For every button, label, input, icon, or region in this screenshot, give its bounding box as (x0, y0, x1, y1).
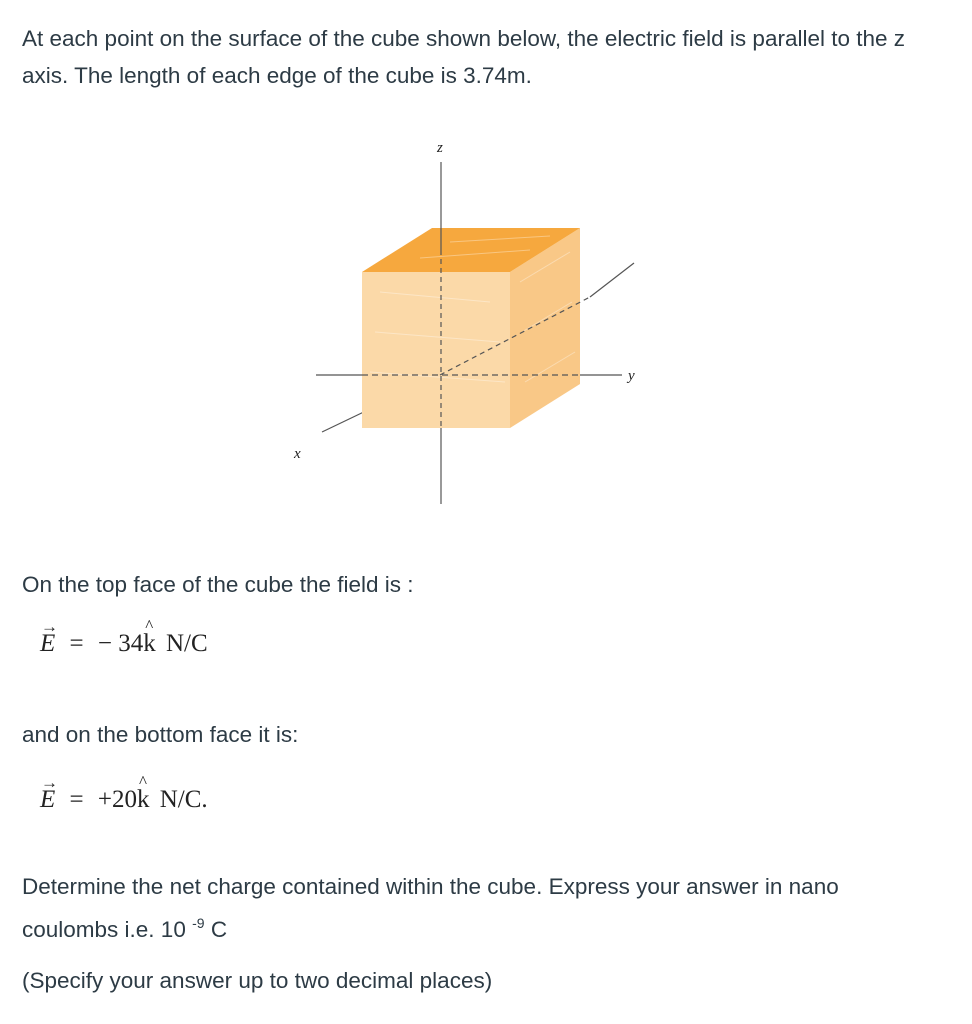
top-field-equation (40, 616, 208, 658)
equals-sign: = (69, 630, 84, 657)
prompt-line-1: Determine the net charge contained within the cube. Express your answer in nano (22, 874, 839, 899)
precision-note: (Specify your answer up to two decimal places) (22, 968, 493, 993)
prompt-units-symbol: C (210, 917, 228, 942)
equals-sign: = (69, 786, 84, 813)
y-axis-label: y (628, 368, 635, 384)
prompt-units-text: coulombs i.e. 10 (22, 917, 186, 942)
unit-vector-k: ^ k (143, 616, 156, 657)
top-field-unit: N/C (166, 630, 208, 657)
bottom-field-equation (40, 772, 208, 814)
top-field-value: − 34 (97, 630, 144, 657)
z-axis-label: z (437, 140, 443, 156)
bottom-field-unit: N/C. (159, 786, 208, 813)
unit-vector-k: ^ k (137, 772, 150, 813)
bottom-face-text: and on the bottom face it is: (22, 722, 299, 747)
cube-figure (294, 132, 670, 512)
intro-paragraph: At each point on the surface of the cube shown below, the electric field is parallel to the z axis. The length of each edge of the cube is 3.74m. (22, 26, 906, 88)
cube-front-face (362, 272, 510, 428)
field-vector-symbol: → E (40, 617, 58, 657)
top-face-text: On the top face of the cube the field is : (22, 572, 414, 597)
prompt-exponent: -9 (192, 915, 205, 931)
x-axis-back (590, 263, 634, 297)
bottom-field-value: +20 (97, 786, 137, 813)
field-vector-symbol: → E (40, 773, 58, 813)
prompt-line-2 (22, 905, 952, 948)
x-axis-label: x (294, 446, 301, 462)
